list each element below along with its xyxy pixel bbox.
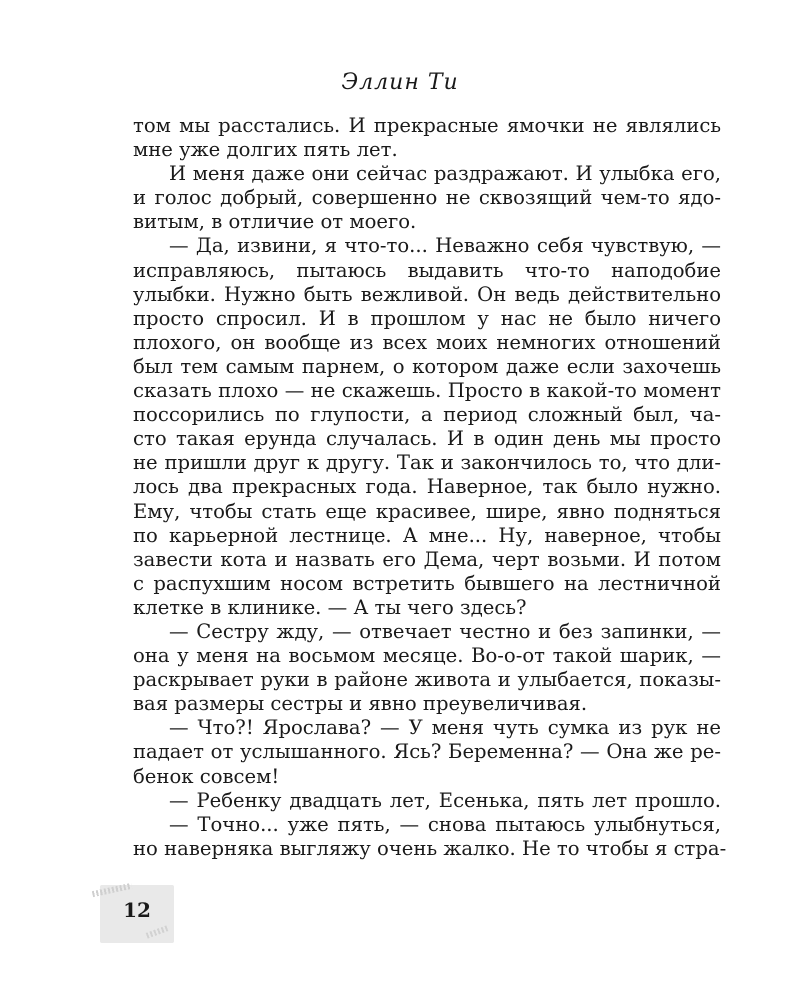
page-number: 12 (123, 898, 151, 922)
text-line: не пришли друг к другу. Так и закончилось то, что дли- (133, 451, 721, 475)
text-line: по карьерной лестнице. А мне... Ну, наверное, чтобы (133, 523, 721, 547)
text-line: сто такая ерунда случалась. И в один день мы просто (133, 427, 721, 451)
text-line: но наверняка выгляжу очень жалко. Не то чтобы я стра- (133, 836, 727, 860)
text-line: лось два прекрасных года. Наверное, так было нужно. (133, 475, 721, 499)
text-line: мне уже долгих пять лет. (133, 138, 398, 162)
text-line: том мы расстались. И прекрасные ямочки не являлись (133, 114, 721, 137)
text-line: с распухшим носом встретить бывшего на лестничной (133, 571, 721, 595)
text-line: поссорились по глупости, а период сложный был, ча- (133, 403, 721, 427)
text-line: вая размеры сестры и явно преувеличивая. (133, 692, 588, 716)
text-line: она у меня на восьмом месяце. Во-о-от такой шарик, — (133, 644, 721, 668)
text-line: клетке в клинике. — А ты чего здесь? (133, 595, 527, 619)
text-line: падает от услышанного. Ясь? Беременна? — Она же ре- (133, 740, 721, 764)
running-header-author: Эллин Ти (341, 70, 459, 95)
text-line: плохого, он вообще из всех моих немногих отношений (133, 330, 721, 354)
text-line: И меня даже они сейчас раздражают. И улыбка его, (169, 162, 721, 186)
text-line: витым, в отличие от моего. (133, 210, 417, 234)
text-line: — Ребенку двадцать лет, Есенька, пять лет прошло. (169, 788, 721, 812)
text-line: — Сестру жду, — отвечает честно и без запинки, — (169, 619, 721, 643)
text-line: раскрывает руки в районе живота и улыбается, показы- (133, 668, 721, 692)
text-line: и голос добрый, совершенно не сквозящий чем-то ядо- (133, 186, 721, 210)
text-line: завести кота и назвать его Дема, черт возьми. И потом (133, 547, 721, 571)
text-line: исправляюсь, пытаюсь выдавить что-то наподобие (133, 258, 721, 282)
text-line: сказать плохо — не скажешь. Просто в какой-то момент (133, 379, 721, 403)
text-line: — Да, извини, я что-то... Неважно себя чувствую, — (169, 234, 721, 258)
text-line: был тем самым парнем, о котором даже если захочешь (133, 354, 721, 378)
text-line: — Точно... уже пять, — снова пытаюсь улыбнуться, (169, 812, 721, 836)
text-line: Ему, чтобы стать еще красивее, шире, явно подняться (133, 499, 721, 523)
text-line: просто спросил. И в прошлом у нас не было ничего (133, 306, 721, 330)
text-line: бенок совсем! (133, 764, 280, 788)
body-text (133, 114, 727, 861)
text-line: — Что?! Ярослава? — У меня чуть сумка из рук не (169, 716, 721, 740)
text-line: улыбки. Нужно быть вежливой. Он ведь действительно (133, 282, 721, 306)
